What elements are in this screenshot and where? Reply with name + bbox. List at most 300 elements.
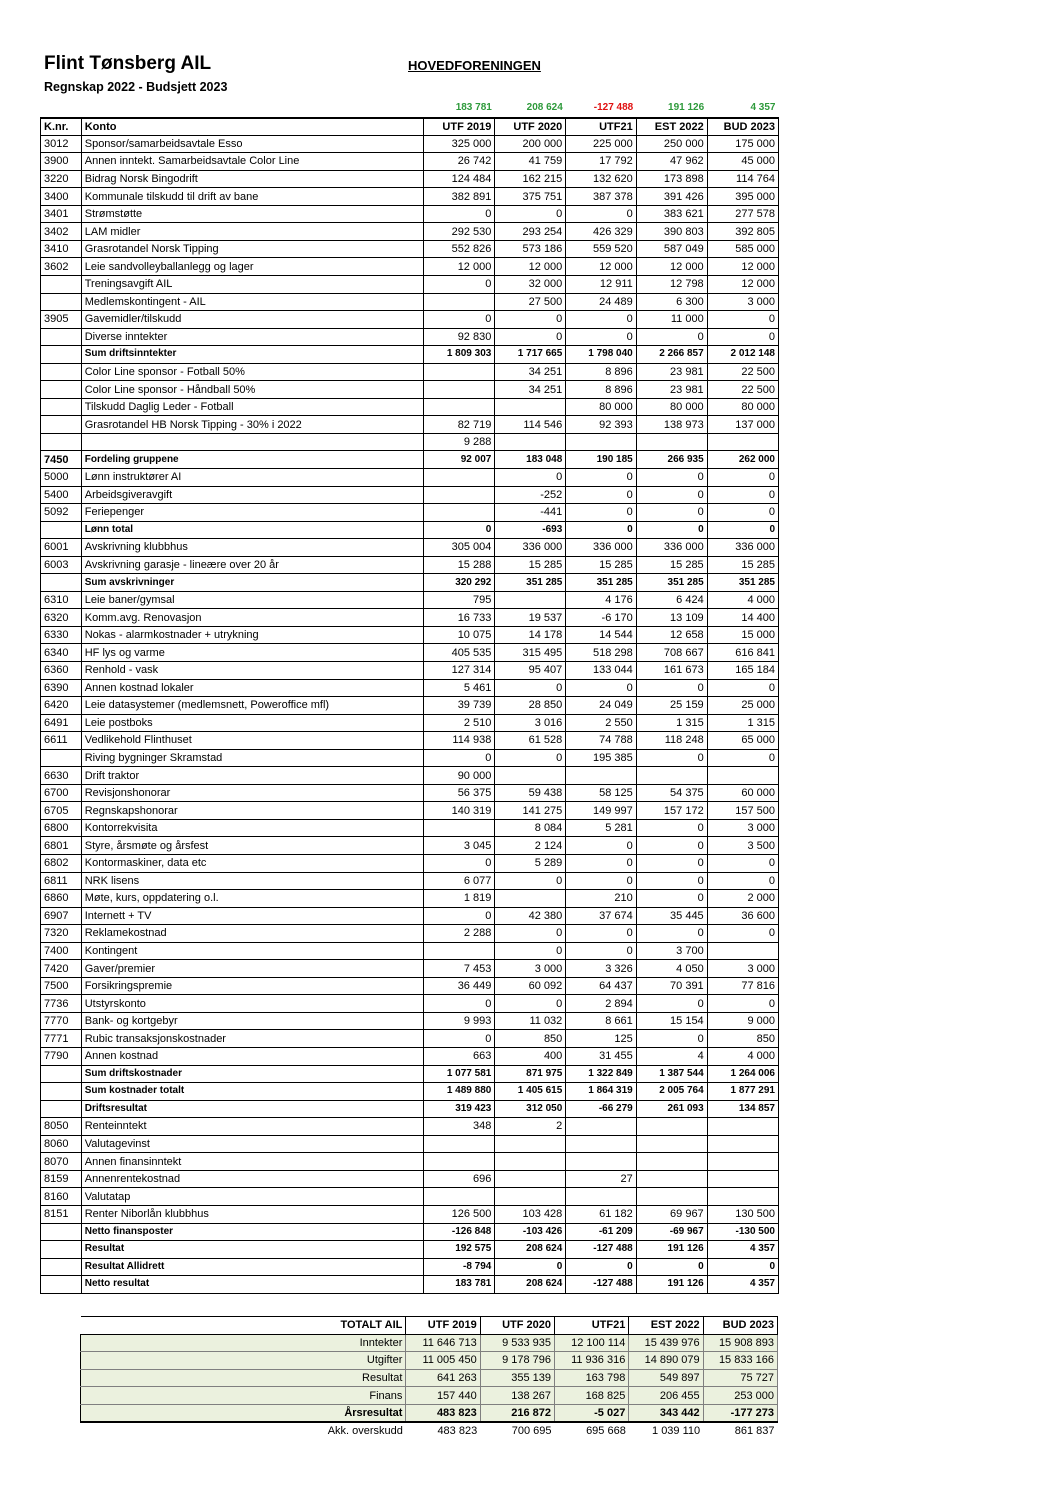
account-row (41, 1188, 779, 1206)
amount-cell: 573 186 (495, 240, 566, 258)
amount-cell: 208 624 (495, 1241, 566, 1259)
account-number: 6340 (41, 644, 82, 662)
amount-cell: 0 (566, 486, 636, 504)
account-number (41, 749, 82, 767)
amount-cell: 0 (566, 872, 636, 890)
account-row (41, 925, 779, 943)
total-row (81, 1387, 778, 1405)
account-name: Grasrotandel HB Norsk Tipping - 30% i 2022 (81, 416, 424, 434)
amount-cell: 0 (495, 995, 566, 1013)
amount-cell: 2 894 (566, 995, 636, 1013)
account-name: Annen kostnad lokaler (81, 679, 424, 697)
amount-cell: 138 267 (480, 1387, 554, 1405)
amount-cell: 12 000 (424, 258, 495, 276)
amount-cell: 0 (636, 837, 707, 855)
amount-cell: 95 407 (495, 662, 566, 680)
account-name: Revisjonshonorar (81, 784, 424, 802)
amount-cell (495, 890, 566, 908)
amount-cell: -127 488 (566, 1276, 636, 1294)
amount-cell: 12 000 (495, 258, 566, 276)
amount-cell (495, 398, 566, 416)
amount-cell: 1 489 880 (424, 1083, 495, 1101)
account-row (41, 819, 779, 837)
amount-cell: 22 500 (707, 363, 778, 381)
amount-cell: 3 045 (424, 837, 495, 855)
department-heading: HOVEDFORENINGEN (408, 58, 541, 73)
amount-cell (495, 1153, 566, 1171)
amount-cell: 74 788 (566, 732, 636, 750)
report-subtitle: Regnskap 2022 - Budsjett 2023 (44, 80, 228, 94)
amount-cell: 16 733 (424, 609, 495, 627)
column-header: UTF 2019 (424, 118, 495, 136)
amount-cell: 4 176 (566, 591, 636, 609)
amount-cell: 348 (424, 1118, 495, 1136)
account-name: Resultat (81, 1241, 424, 1259)
empty-cell (41, 100, 82, 118)
sum-row (41, 1223, 779, 1241)
amount-cell: 0 (424, 749, 495, 767)
amount-cell: 127 314 (424, 662, 495, 680)
amount-cell: 3 000 (707, 960, 778, 978)
account-name: Annen finansinntekt (81, 1153, 424, 1171)
amount-cell: 34 251 (495, 363, 566, 381)
account-number: 8159 (41, 1170, 82, 1188)
amount-cell: 0 (636, 486, 707, 504)
amount-cell: 14 544 (566, 626, 636, 644)
amount-cell: 45 000 (707, 153, 778, 171)
account-number: 8050 (41, 1118, 82, 1136)
amount-cell (636, 1135, 707, 1153)
amount-cell: 8 661 (566, 1012, 636, 1030)
amount-cell: 336 000 (566, 539, 636, 557)
amount-cell: 61 528 (495, 732, 566, 750)
amount-cell: 5 461 (424, 679, 495, 697)
amount-cell: 0 (707, 749, 778, 767)
amount-cell: 32 000 (495, 275, 566, 293)
amount-cell: 320 292 (424, 574, 495, 592)
account-number: 6003 (41, 556, 82, 574)
amount-cell: 319 423 (424, 1100, 495, 1118)
account-name: Avskrivning klubbhus (81, 539, 424, 557)
amount-cell: 114 546 (495, 416, 566, 434)
amount-cell: 0 (707, 995, 778, 1013)
amount-cell: 114 764 (707, 170, 778, 188)
sum-row (41, 1241, 779, 1259)
amount-cell: 14 400 (707, 609, 778, 627)
amount-cell: 90 000 (424, 767, 495, 785)
account-name: Riving bygninger Skramstad (81, 749, 424, 767)
account-row (41, 749, 779, 767)
account-row (41, 363, 779, 381)
account-row (41, 1153, 779, 1171)
amount-cell (424, 1188, 495, 1206)
amount-cell: 54 375 (636, 784, 707, 802)
amount-cell: 315 495 (495, 644, 566, 662)
amount-cell: 0 (495, 872, 566, 890)
account-row (41, 188, 779, 206)
amount-cell: 277 578 (707, 205, 778, 223)
amount-cell: 0 (707, 521, 778, 539)
account-number (41, 574, 82, 592)
amount-cell: 4 050 (636, 960, 707, 978)
amount-cell: 149 997 (566, 802, 636, 820)
amount-cell: 641 263 (406, 1369, 480, 1387)
account-row (41, 135, 779, 153)
amount-cell: 31 455 (566, 1048, 636, 1066)
result-value: 4 357 (750, 102, 776, 114)
account-number (41, 1065, 82, 1083)
amount-cell: 8 896 (566, 381, 636, 399)
amount-cell: 17 792 (566, 153, 636, 171)
account-name: Color Line sponsor - Håndball 50% (81, 381, 424, 399)
amount-cell: 0 (424, 311, 495, 329)
total-row-label: Årsresultat (81, 1404, 406, 1422)
total-row (81, 1352, 778, 1370)
amount-cell: -6 170 (566, 609, 636, 627)
account-number: 3905 (41, 311, 82, 329)
account-number: 3410 (41, 240, 82, 258)
account-number (41, 1100, 82, 1118)
amount-cell: 587 049 (636, 240, 707, 258)
amount-cell: 0 (636, 1258, 707, 1276)
amount-cell: 23 981 (636, 381, 707, 399)
amount-cell: 126 500 (424, 1205, 495, 1223)
column-header-row (41, 118, 779, 136)
account-name: Renhold - vask (81, 662, 424, 680)
account-row (41, 328, 779, 346)
amount-cell: 585 000 (707, 240, 778, 258)
amount-cell: 266 935 (636, 451, 707, 469)
amount-cell (707, 1188, 778, 1206)
amount-cell: 137 000 (707, 416, 778, 434)
total-row (81, 1404, 778, 1422)
amount-cell: 5 289 (495, 855, 566, 873)
account-row (41, 697, 779, 715)
account-row (41, 416, 779, 434)
account-name: Resultat Allidrett (81, 1258, 424, 1276)
account-number: 6860 (41, 890, 82, 908)
amount-cell: 0 (636, 328, 707, 346)
amount-cell: 4 000 (707, 591, 778, 609)
total-row (81, 1369, 778, 1387)
amount-cell: 210 (566, 890, 636, 908)
amount-cell: 0 (636, 995, 707, 1013)
amount-cell: 3 016 (495, 714, 566, 732)
amount-cell: 375 751 (495, 188, 566, 206)
amount-cell (636, 1118, 707, 1136)
amount-cell: 12 911 (566, 275, 636, 293)
account-row (41, 591, 779, 609)
amount-cell: 0 (707, 1258, 778, 1276)
column-header: BUD 2023 (703, 1317, 777, 1335)
amount-cell (424, 381, 495, 399)
column-header: BUD 2023 (707, 118, 778, 136)
amount-cell: 0 (424, 275, 495, 293)
amount-cell: 518 298 (566, 644, 636, 662)
amount-cell (707, 1135, 778, 1153)
amount-cell: 3 700 (636, 942, 707, 960)
account-row (41, 609, 779, 627)
accounts-table (40, 100, 779, 1294)
amount-cell: 0 (636, 819, 707, 837)
amount-cell: 383 621 (636, 205, 707, 223)
amount-cell: 183 781 (424, 1276, 495, 1294)
amount-cell: 12 000 (566, 258, 636, 276)
amount-cell (424, 1153, 495, 1171)
amount-cell: 157 500 (707, 802, 778, 820)
account-row (41, 960, 779, 978)
account-row (41, 1135, 779, 1153)
amount-cell: 0 (707, 872, 778, 890)
amount-cell: 37 674 (566, 907, 636, 925)
amount-cell: 141 275 (495, 802, 566, 820)
amount-cell: 70 391 (636, 977, 707, 995)
account-number (41, 381, 82, 399)
account-name: Valutagevinst (81, 1135, 424, 1153)
account-name: Utstyrskonto (81, 995, 424, 1013)
amount-cell: 27 (566, 1170, 636, 1188)
amount-cell: 0 (566, 504, 636, 522)
amount-cell: 80 000 (566, 398, 636, 416)
account-row (41, 539, 779, 557)
account-row (41, 504, 779, 522)
amount-cell (707, 767, 778, 785)
sum-row (41, 1258, 779, 1276)
account-number: 6630 (41, 767, 82, 785)
amount-cell: 10 075 (424, 626, 495, 644)
amount-cell: 190 185 (566, 451, 636, 469)
amount-cell (636, 1188, 707, 1206)
amount-cell: 132 620 (566, 170, 636, 188)
account-number: 3402 (41, 223, 82, 241)
amount-cell (566, 1188, 636, 1206)
account-number: 5400 (41, 486, 82, 504)
amount-cell: 130 500 (707, 1205, 778, 1223)
amount-cell: 175 000 (707, 135, 778, 153)
amount-cell: 1 405 615 (495, 1083, 566, 1101)
column-header: UTF 2019 (406, 1317, 480, 1335)
account-number (41, 328, 82, 346)
amount-cell (707, 1153, 778, 1171)
account-name: Gaver/premier (81, 960, 424, 978)
amount-cell: 2 550 (566, 714, 636, 732)
amount-cell: 225 000 (566, 135, 636, 153)
amount-cell (566, 1153, 636, 1171)
account-row (41, 1030, 779, 1048)
amount-cell: 56 375 (424, 784, 495, 802)
amount-cell: 559 520 (566, 240, 636, 258)
amount-cell: 157 172 (636, 802, 707, 820)
amount-cell: 382 891 (424, 188, 495, 206)
amount-cell: 25 000 (707, 697, 778, 715)
amount-cell: 2 510 (424, 714, 495, 732)
account-row (41, 1048, 779, 1066)
amount-cell: 7 453 (424, 960, 495, 978)
amount-cell: 391 426 (636, 188, 707, 206)
amount-cell: 3 000 (495, 960, 566, 978)
amount-cell: -103 426 (495, 1223, 566, 1241)
column-header: EST 2022 (636, 118, 707, 136)
amount-cell (424, 293, 495, 311)
amount-cell: -69 967 (636, 1223, 707, 1241)
account-name: Avskrivning garasje - lineære over 20 år (81, 556, 424, 574)
amount-cell: 27 500 (495, 293, 566, 311)
account-row (41, 258, 779, 276)
amount-cell: 351 285 (707, 574, 778, 592)
amount-cell (566, 433, 636, 451)
amount-cell: 4 000 (707, 1048, 778, 1066)
amount-cell (566, 1135, 636, 1153)
amount-cell: 9 288 (424, 433, 495, 451)
amount-cell (495, 433, 566, 451)
account-row (41, 855, 779, 873)
amount-cell: 92 830 (424, 328, 495, 346)
account-number: 7320 (41, 925, 82, 943)
account-row (41, 275, 779, 293)
account-row (41, 398, 779, 416)
amount-cell: 0 (707, 925, 778, 943)
account-number: 8070 (41, 1153, 82, 1171)
amount-cell (424, 504, 495, 522)
amount-cell: 0 (495, 468, 566, 486)
column-header: EST 2022 (629, 1317, 703, 1335)
amount-cell: 0 (636, 855, 707, 873)
account-row (41, 433, 779, 451)
amount-cell: 2 000 (707, 890, 778, 908)
amount-cell (495, 1170, 566, 1188)
amount-cell: 28 850 (495, 697, 566, 715)
account-row (41, 784, 779, 802)
amount-cell: 26 742 (424, 153, 495, 171)
amount-cell: 168 825 (555, 1387, 629, 1405)
amount-cell: 292 530 (424, 223, 495, 241)
account-name: Drift traktor (81, 767, 424, 785)
total-row-label: Akk. overskudd (327, 1425, 403, 1438)
account-number: 7771 (41, 1030, 82, 1048)
amount-cell: -61 209 (566, 1223, 636, 1241)
account-row (41, 942, 779, 960)
amount-cell: 0 (566, 942, 636, 960)
amount-cell: 6 077 (424, 872, 495, 890)
account-name: Annen inntekt. Samarbeidsavtale Color Line (81, 153, 424, 171)
amount-cell: 1 809 303 (424, 346, 495, 364)
account-row (41, 907, 779, 925)
amount-cell: -177 273 (703, 1404, 777, 1422)
sum-row (41, 1065, 779, 1083)
account-number: 6700 (41, 784, 82, 802)
account-name: Sum kostnader totalt (81, 1083, 424, 1101)
amount-cell: 15 833 166 (703, 1352, 777, 1370)
column-header: Konto (81, 118, 424, 136)
amount-cell: 336 000 (495, 539, 566, 557)
account-name: Treningsavgift AIL (81, 275, 424, 293)
amount-cell: 23 981 (636, 363, 707, 381)
account-number: 6800 (41, 819, 82, 837)
amount-cell: 0 (424, 995, 495, 1013)
amount-cell: 708 667 (636, 644, 707, 662)
amount-cell: 0 (424, 907, 495, 925)
sum-row (41, 1276, 779, 1294)
amount-cell: 15 285 (495, 556, 566, 574)
amount-cell: 305 004 (424, 539, 495, 557)
amount-cell: 11 005 450 (406, 1352, 480, 1370)
amount-cell: 114 938 (424, 732, 495, 750)
amount-cell: 0 (566, 311, 636, 329)
account-row (41, 890, 779, 908)
amount-cell: 426 329 (566, 223, 636, 241)
amount-cell: 15 285 (566, 556, 636, 574)
total-row (81, 1422, 778, 1440)
amount-cell: 2 (495, 1118, 566, 1136)
amount-cell: 15 439 976 (629, 1334, 703, 1352)
column-header: UTF21 (566, 118, 636, 136)
amount-cell: -130 500 (707, 1223, 778, 1241)
amount-cell (424, 398, 495, 416)
company-title: Flint Tønsberg AIL (44, 53, 212, 74)
amount-cell: 15 154 (636, 1012, 707, 1030)
account-row (41, 644, 779, 662)
amount-cell: 8 896 (566, 363, 636, 381)
account-name: Bank- og kortgebyr (81, 1012, 424, 1030)
account-number: 7500 (41, 977, 82, 995)
amount-cell (707, 1170, 778, 1188)
amount-cell: 0 (636, 872, 707, 890)
results-summary-row (41, 100, 779, 118)
amount-cell: 351 285 (636, 574, 707, 592)
amount-cell (424, 468, 495, 486)
amount-cell: 14 178 (495, 626, 566, 644)
account-number (41, 1258, 82, 1276)
amount-cell: 0 (707, 486, 778, 504)
account-name: Leie sandvolleyballanlegg og lager (81, 258, 424, 276)
amount-cell: 60 000 (707, 784, 778, 802)
account-name: Sum driftsinntekter (81, 346, 424, 364)
amount-cell: 1 877 291 (707, 1083, 778, 1101)
amount-cell: 850 (707, 1030, 778, 1048)
account-name: Komm.avg. Renovasjon (81, 609, 424, 627)
account-name: Annenrentekostnad (81, 1170, 424, 1188)
amount-cell: 1 322 849 (566, 1065, 636, 1083)
amount-cell: 395 000 (707, 188, 778, 206)
account-number: 7400 (41, 942, 82, 960)
account-number (41, 1223, 82, 1241)
account-name: NRK lisens (81, 872, 424, 890)
amount-cell: 0 (424, 205, 495, 223)
account-row (41, 556, 779, 574)
amount-cell: 483 823 (437, 1425, 478, 1438)
amount-cell: 1 864 319 (566, 1083, 636, 1101)
amount-cell: 549 897 (629, 1369, 703, 1387)
amount-cell: 47 962 (636, 153, 707, 171)
account-name: Strømstøtte (81, 205, 424, 223)
account-row (41, 223, 779, 241)
account-number (41, 1241, 82, 1259)
amount-cell: 312 050 (495, 1100, 566, 1118)
amount-cell: 9 178 796 (480, 1352, 554, 1370)
account-name: Lønn total (81, 521, 424, 539)
account-name: Gavemidler/tilskudd (81, 311, 424, 329)
amount-cell: 208 624 (495, 1276, 566, 1294)
amount-cell: 11 646 713 (406, 1334, 480, 1352)
account-row (41, 311, 779, 329)
amount-cell: 392 805 (707, 223, 778, 241)
amount-cell: 124 484 (424, 170, 495, 188)
amount-cell: 0 (636, 521, 707, 539)
account-number (41, 1083, 82, 1101)
amount-cell (424, 1135, 495, 1153)
amount-cell: 3 500 (707, 837, 778, 855)
amount-cell: 13 109 (636, 609, 707, 627)
